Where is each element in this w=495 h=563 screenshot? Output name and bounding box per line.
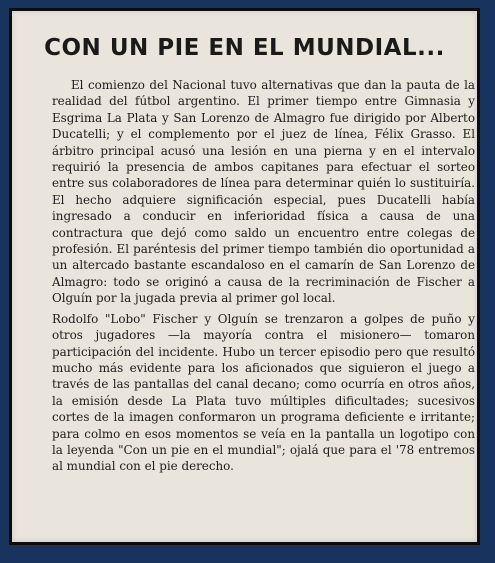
newspaper-clipping	[9, 8, 480, 545]
article-body	[52, 77, 475, 475]
article-headline: CON UN PIE EN EL MUNDIAL...	[44, 35, 445, 61]
article-paragraph-1: El comienzo del Nacional tuvo alternativas que dan la pauta de la realidad del fútbol argentino. El primer tiempo entre Gimnasia y Esgrima La Plata y San Lorenzo de Almagro fue dirigido por Alberto Ducatelli; y el complemento por el juez de línea, Félix Grasso. El árbitro principal acusó una lesión en una pierna y en el intervalo requirió la presencia de ambos capitanes para efectuar el sorteo entre sus colaboradores de línea para determinar quién lo sustituiría. El hecho adquiere significación especial, pues Ducatelli había ingresado a conducir en inferioridad física a causa de una contractura que dejó como saldo un encuentro entre colegas de profesión. El paréntesis del primer tiempo también dio oportunidad a un altercado bastante escandaloso en el camarín de San Lorenzo de Almagro: todo se originó a causa de la recriminación de Fischer a Olguín por la jugada previa al primer gol local.	[52, 78, 475, 306]
article-paragraph-2: Rodolfo "Lobo" Fischer y Olguín se trenzaron a golpes de puño y otros jugadores —la mayoría contra el misionero— tomaron participación del incidente. Hubo un tercer episodio pero que resultó mucho más evidente para los aficionados que siguieron el juego a través de las pantallas del canal decano; como ocurría en otros años, la emisión desde La Plata tuvo múltiples dificultades; sucesivos cortes de la imagen conformaron un programa deficiente e irritante; para colmo en esos momentos se veía en la pantalla un logotipo con la leyenda "Con un pie en el mundial"; ojalá que para el '78 entremos al mundial con el pie derecho.	[52, 311, 475, 474]
